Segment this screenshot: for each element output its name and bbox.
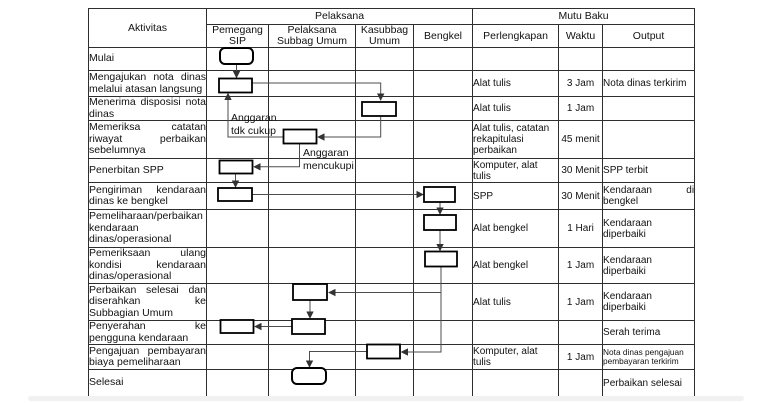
perlengkapan-cell: Alat tulis [473, 284, 559, 321]
activity-cell: Pemeriksaan ulang kondisi kendaraan dinas/operasional [89, 247, 206, 283]
flow-cell [414, 159, 473, 183]
output-cell: Nota dinas terkirim [603, 71, 695, 97]
header-kasubbag-umum: Kasubbag Umum [356, 25, 414, 48]
output-cell: Nota dinas pengajuan pembayaran terkirim [603, 345, 695, 370]
sop-table [88, 8, 695, 397]
table-row [89, 183, 695, 210]
table-row [89, 121, 695, 159]
flow-cell [207, 71, 269, 97]
flow-cell [207, 210, 269, 248]
waktu-cell [559, 370, 603, 397]
table-row [89, 248, 695, 284]
flow-cell [269, 121, 356, 159]
table-row [89, 370, 695, 397]
activity-cell: Pengiriman kendaraan dinas ke bengkel [89, 183, 207, 210]
flow-cell [356, 121, 414, 159]
perlengkapan-cell: Komputer, alat tulis [473, 345, 559, 370]
waktu-cell: 1 Jam [559, 345, 603, 370]
flow-cell [207, 284, 269, 321]
waktu-cell [559, 48, 603, 71]
flow-cell [269, 97, 356, 121]
flow-cell [269, 183, 356, 210]
activity-cell: Mengajukan nota dinas melalui atasan langsung [89, 71, 206, 95]
waktu-cell: 1 Jam [559, 284, 603, 321]
flow-cell [414, 210, 473, 248]
perlengkapan-cell: Komputer, alat tulis [473, 159, 559, 183]
flow-cell [207, 159, 269, 183]
flow-cell [356, 159, 414, 183]
perlengkapan-cell: Alat bengkel [473, 210, 559, 248]
flow-cell [207, 183, 269, 210]
flow-cell [356, 71, 414, 97]
flow-cell [207, 121, 269, 159]
perlengkapan-cell: Alat bengkel [473, 248, 559, 284]
activity-cell: Pemeliharaan/perbaikan kendaraan dinas/operasional [89, 210, 207, 248]
flow-label-anggaran-tdk-cukup-line2: tdk cukup [231, 125, 276, 137]
table-row [89, 210, 695, 248]
output-cell [603, 97, 695, 121]
output-cell: Kendaraan diperbaiki [603, 248, 695, 284]
perlengkapan-cell: Alat tulis [473, 71, 559, 97]
output-cell: Kendaraan diperbaiki [603, 210, 695, 248]
flow-cell [414, 48, 473, 71]
flow-cell [414, 248, 473, 284]
flow-cell [356, 210, 414, 248]
flow-cell [207, 370, 269, 397]
flow-cell [356, 183, 414, 210]
flow-cell [356, 345, 414, 370]
activity-cell: Penyerahan ke pengguna kendaraan [89, 320, 206, 344]
perlengkapan-cell [473, 321, 559, 345]
header-bengkel: Bengkel [414, 25, 473, 48]
header-output: Output [603, 25, 695, 48]
table-row [89, 345, 695, 370]
waktu-cell: 45 menit [559, 121, 603, 159]
flow-cell [269, 71, 356, 97]
flow-cell [207, 48, 269, 71]
flow-cell [207, 321, 269, 345]
output-cell: SPP terbit [603, 159, 695, 183]
flow-cell [269, 210, 356, 248]
activity-cell: Menerima disposisi nota dinas [89, 96, 206, 120]
flow-label-anggaran-mencukupi-line1: Anggaran [303, 147, 349, 159]
flow-cell [356, 284, 414, 321]
table-row [89, 284, 695, 321]
flow-cell [414, 370, 473, 397]
activity-cell: Pengajuan pembayaran biaya pemeliharaan [89, 344, 206, 368]
flow-label-anggaran-tdk-cukup-line1: Anggaran [231, 112, 277, 124]
activity-cell: Penerbitan SPP [89, 159, 207, 183]
flow-cell [269, 370, 356, 397]
flow-cell [356, 248, 414, 284]
table-row [89, 71, 695, 97]
page-edge-shadow [28, 396, 744, 401]
flow-cell [269, 345, 356, 370]
waktu-cell: 3 Jam [559, 71, 603, 97]
header-waktu: Waktu [559, 25, 603, 48]
header-pemegang-sip: Pemegang SIP [207, 25, 269, 48]
flow-cell [414, 121, 473, 159]
header-aktivitas: Aktivitas [89, 9, 207, 48]
waktu-cell [559, 321, 603, 345]
flow-cell [356, 321, 414, 345]
flow-cell [207, 248, 269, 284]
header-mutu-baku: Mutu Baku [473, 9, 695, 25]
flow-cell [414, 345, 473, 370]
flow-cell [269, 321, 356, 345]
activity-cell: Memeriksa catatan riwayat perbaikan sebelumnya [89, 121, 207, 159]
waktu-cell: 1 Jam [559, 97, 603, 121]
output-cell: Kendaraan diperbaiki [603, 284, 695, 321]
output-cell [603, 48, 695, 71]
perlengkapan-cell [473, 48, 559, 71]
output-cell: Kendaraan di bengkel [603, 183, 695, 210]
waktu-cell: 30 Menit [559, 183, 603, 210]
waktu-cell: 30 Menit [559, 159, 603, 183]
output-cell: Serah terima [603, 321, 695, 345]
header-perlengkapan: Perlengkapan [473, 25, 559, 48]
perlengkapan-cell: Alat tulis, catatan rekapitulasi perbaikan [473, 121, 559, 159]
output-cell [603, 121, 695, 159]
perlengkapan-cell: Alat tulis [473, 97, 559, 121]
flow-cell [356, 97, 414, 121]
flow-cell [356, 48, 414, 71]
perlengkapan-cell [473, 370, 559, 397]
output-cell: Perbaikan selesai [603, 370, 695, 397]
perlengkapan-cell: SPP [473, 183, 559, 210]
flow-cell [269, 159, 356, 183]
table-row [89, 321, 695, 345]
header-pelaksana-subbag-umum: Pelaksana Subbag Umum [269, 25, 356, 48]
flow-cell [207, 345, 269, 370]
header-pelaksana: Pelaksana [207, 9, 473, 25]
flow-label-anggaran-mencukupi-line2: mencukupi [303, 160, 354, 172]
table-row [89, 97, 695, 121]
flow-cell [207, 97, 269, 121]
activity-cell: Selesai [89, 370, 207, 397]
flow-cell [269, 248, 356, 284]
flow-cell [414, 97, 473, 121]
waktu-cell: 1 Hari [559, 210, 603, 248]
activity-cell: Mulai [89, 48, 207, 71]
table-row [89, 48, 695, 71]
flow-cell [414, 71, 473, 97]
table-row [89, 159, 695, 183]
flow-cell [269, 48, 356, 71]
activity-cell: Perbaikan selesai dan diserahkan ke Subbagian Umum [89, 283, 206, 319]
waktu-cell: 1 Jam [559, 248, 603, 284]
flow-cell [269, 284, 356, 321]
flow-cell [356, 370, 414, 397]
flow-cell [414, 284, 473, 321]
flow-cell [414, 183, 473, 210]
flow-cell [414, 321, 473, 345]
